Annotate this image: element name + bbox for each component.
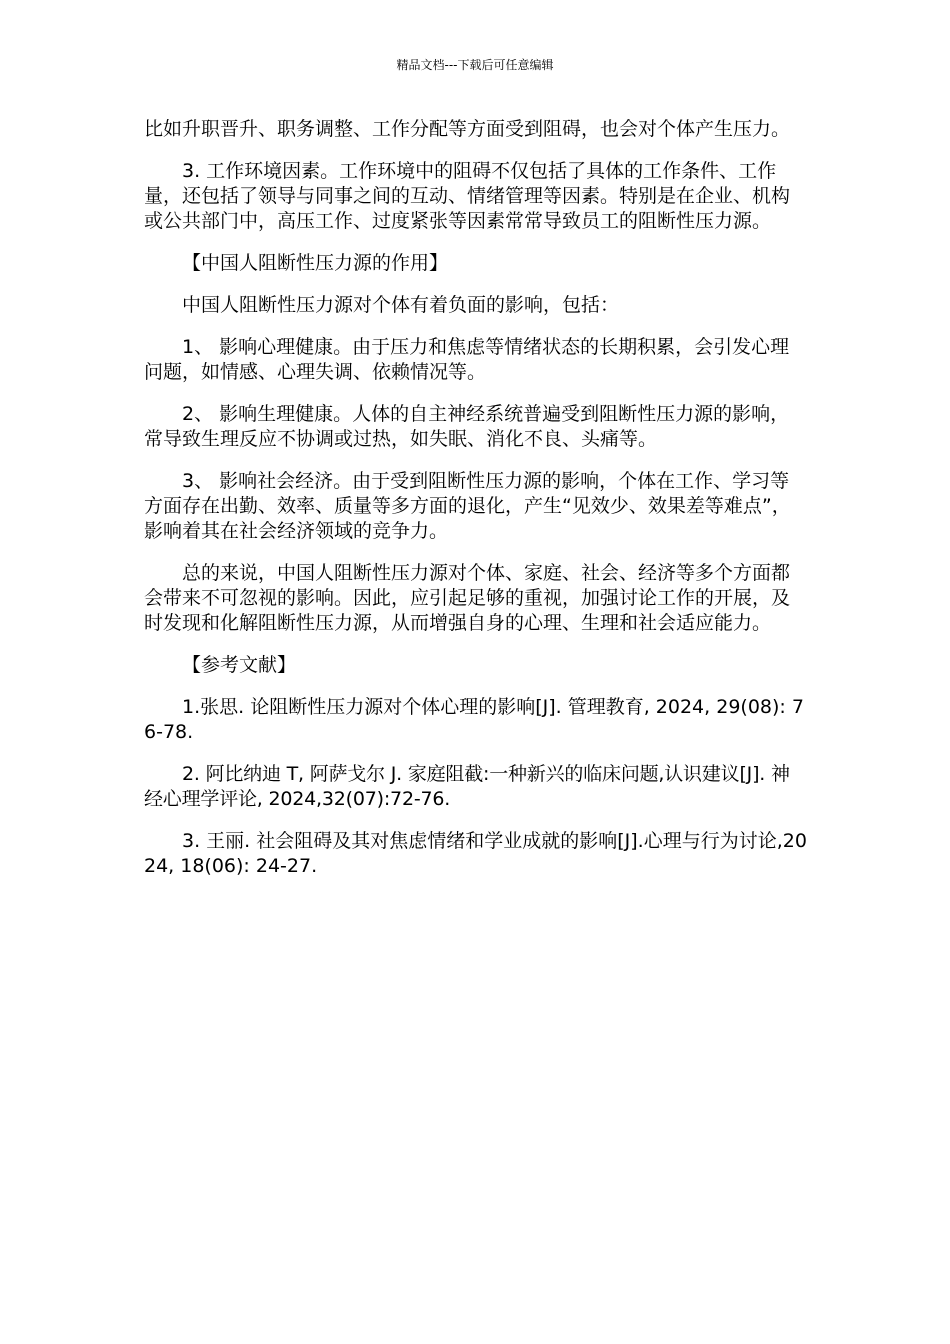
document-body bbox=[144, 117, 808, 879]
paragraph-effect-physical-health: 2、 影响生理健康。人体的自主神经系统普遍受到阻断性压力源的影响，常导致生理反应不协调或过热，如失眠、消化不良、头痛等。 bbox=[144, 403, 790, 450]
paragraph-effects-intro: 中国人阻断性压力源对个体有着负面的影响，包括： bbox=[182, 294, 620, 316]
paragraph-work-environment: 3. 工作环境因素。工作环境中的阻碍不仅包括了具体的工作条件、工作量，还包括了领导与同事之间的互动、情绪管理等因素。特别是在企业、机构或公共部门中，高压工作、过度紧张等因素常常导致员工的阻断性压力源。 bbox=[144, 160, 791, 232]
reference-item: 1.张思. 论阻断性压力源对个体心理的影响[J]. 管理教育, 2024, 29(08): 76-78. bbox=[144, 696, 804, 743]
reference-item: 2. 阿比纳迪 T, 阿萨戈尔 J. 家庭阻截:一种新兴的临床问题,认识建议[J]. 神经心理学评论, 2024,32(07):72-76. bbox=[144, 763, 790, 810]
section-heading-effects: 【中国人阻断性压力源的作用】 bbox=[182, 252, 449, 274]
paragraph-effect-mental-health: 1、 影响心理健康。由于压力和焦虑等情绪状态的长期积累，会引发心理问题，如情感、心理失调、依赖情况等。 bbox=[144, 336, 790, 383]
page-header: 精品文档---下载后可任意编辑 bbox=[396, 58, 554, 72]
paragraph-effect-socio-economic: 3、 影响社会经济。由于受到阻断性压力源的影响，个体在工作、学习等方面存在出勤、效率、质量等多方面的退化，产生“见效少、效果差等难点”，影响着其在社会经济领域的竞争力。 bbox=[144, 470, 791, 542]
section-heading-references: 【参考文献】 bbox=[182, 654, 297, 676]
paragraph-conclusion: 总的来说，中国人阻断性压力源对个体、家庭、社会、经济等多个方面都会带来不可忽视的影响。因此，应引起足够的重视，加强讨论工作的开展，及时发现和化解阻断性压力源，从而增强自身的心理、生理和社会适应能力。 bbox=[144, 562, 791, 634]
paragraph-continuation: 比如升职晋升、职务调整、工作分配等方面受到阻碍，也会对个体产生压力。 bbox=[144, 118, 791, 140]
reference-item: 3. 王丽. 社会阻碍及其对焦虑情绪和学业成就的影响[J].心理与行为讨论,2024, 18(06): 24-27. bbox=[144, 830, 807, 877]
